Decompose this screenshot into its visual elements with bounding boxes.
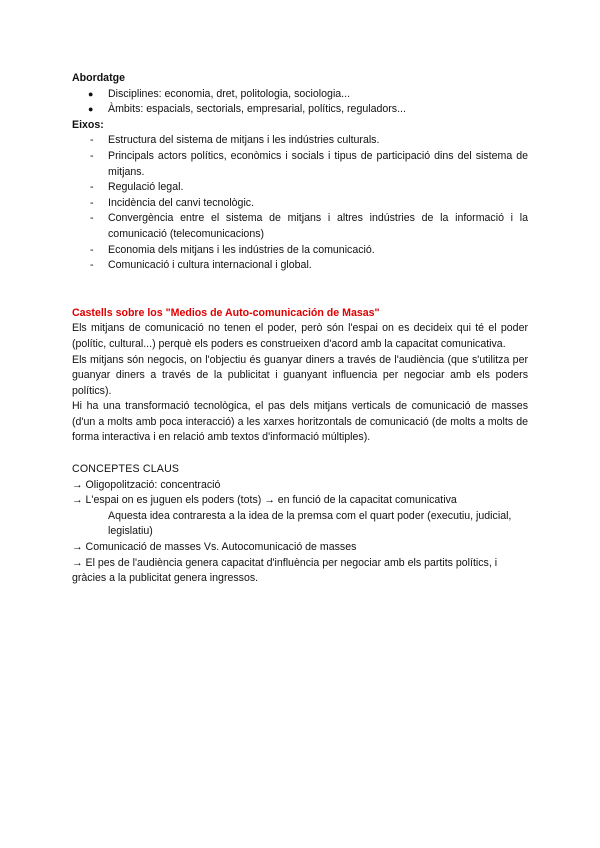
list-item — [72, 102, 528, 118]
list-item — [72, 243, 528, 259]
castells-paragraph: Hi ha una transformació tecnològica, el pas dels mitjans verticals de comunicació de masses (d'un a molts amb poca interacció) a les xarxes horitzontals de comunicació (de molts a molts de forma interactiva i en relació amb textos d'informació múltiples). — [72, 400, 528, 444]
eixos-list — [72, 133, 528, 273]
list-item — [72, 196, 528, 212]
list-item — [72, 149, 528, 180]
concept-line: → Oligopolització: concentració — [72, 478, 221, 491]
document-body — [72, 71, 528, 587]
dash-icon: - — [90, 259, 94, 272]
list-item-text: Estructura del sistema de mitjans i les indústries culturals. — [108, 134, 380, 147]
list-item-text: Incidència del canvi tecnològic. — [108, 196, 255, 209]
concept-line: → L'espai on es juguen els poders (tots) → en funció de la capacitat comunicativa — [72, 494, 457, 507]
dash-icon: - — [90, 149, 94, 162]
castells-paragraph: Els mitjans són negocis, on l'objectiu és guanyar diners a través de l'audiència (que s'utilitza per guanyar diners a través de la publicitat i guanyant influencia per negociar amb els poders polítics). — [72, 353, 528, 397]
list-item — [72, 133, 528, 149]
list-item — [72, 180, 528, 196]
castells-paragraph: Els mitjans de comunicació no tenen el poder, però són l'espai on es decideix qui té el poder (polític, cultural...) perquè els poders es construeixen d'acord amb la capacitat comunicativa. — [72, 322, 528, 350]
list-item — [72, 258, 528, 274]
dash-icon: - — [90, 212, 94, 225]
list-item — [72, 211, 528, 242]
list-item-text: Economia dels mitjans i les indústries de la comunicació. — [108, 243, 375, 256]
list-item — [72, 87, 528, 103]
list-item-text: Comunicació i cultura internacional i global. — [108, 259, 312, 272]
section-gap — [72, 446, 528, 462]
bullet-icon: ● — [88, 104, 94, 115]
bullet-icon: ● — [88, 88, 94, 99]
concept-line: → El pes de l'audiència genera capacitat d'influència per negociar amb els partits polítics, i gràcies a la publicitat genera ingressos. — [72, 556, 498, 585]
concept-line: → Comunicació de masses Vs. Autocomunicació de masses — [72, 541, 357, 554]
abordatge-heading: Abordatge — [72, 72, 125, 84]
list-item-text: Àmbits: espacials, sectorials, empresarial, polítics, reguladors... — [108, 103, 406, 116]
abordatge-list — [72, 87, 528, 118]
dash-icon: - — [90, 134, 94, 147]
dash-icon: - — [90, 243, 94, 256]
list-item-text: Convergència entre el sistema de mitjans i altres indústries de la informació i la comunicació (telecomunicacions) — [108, 212, 528, 240]
dash-icon: - — [90, 181, 94, 194]
concepts-heading: CONCEPTES CLAUS — [72, 463, 180, 476]
list-item-text: Disciplines: economia, dret, politologia, sociologia... — [108, 87, 351, 100]
eixos-heading: Eixos: — [72, 118, 104, 131]
list-item-text: Principals actors polítics, econòmics i socials i tipus de participació dins del sistema de mitjans. — [108, 149, 528, 178]
section-gap — [72, 274, 528, 306]
castells-heading: Castells sobre los "Medios de Auto-comunicación de Masas" — [72, 306, 380, 319]
concept-sub-note: Aquesta idea contraresta a la idea de la premsa com el quart poder (executiu, judicial, legislatiu) — [108, 509, 512, 538]
list-item-text: Regulació legal. — [108, 181, 184, 194]
dash-icon: - — [90, 196, 94, 209]
